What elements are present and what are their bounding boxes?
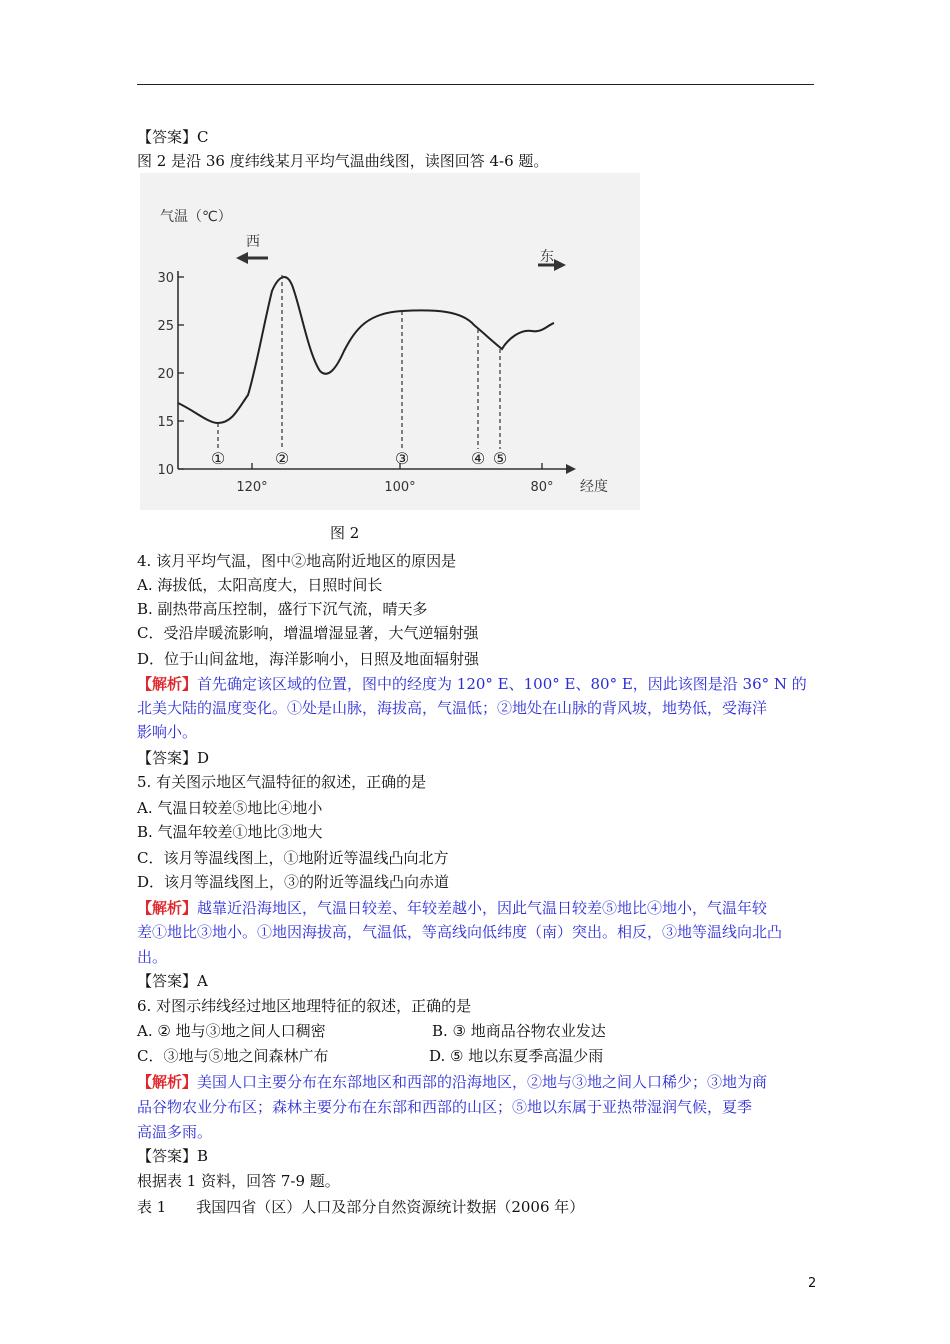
q5-explanation-line1: 【解析】越靠近沿海地区，气温日较差、年较差越小，因此气温日较差⑤地比④地小，气温年较 — [137, 899, 768, 917]
q4-option-d: D．位于山间盆地，海洋影响小，日照及地面辐射强 — [137, 650, 480, 668]
y-tick-label: 30 — [157, 271, 174, 286]
q5-option-c: C．该月等温线图上，①地附近等温线凸向北方 — [137, 849, 449, 867]
west-label: 西 — [246, 234, 260, 250]
q5-option-b: B. 气温年较差①地比③地大 — [137, 823, 323, 841]
q4-option-a: A. 海拔低，太阳高度大，日照时间长 — [137, 576, 383, 594]
marker-label: ② — [274, 449, 290, 468]
x-tick-label: 80° — [530, 480, 554, 495]
x-tick-label: 120° — [236, 480, 268, 495]
q5-explanation-tag: 【解析】 — [137, 899, 198, 917]
table-intro: 根据表 1 资料，回答 7-9 题。 — [137, 1172, 340, 1190]
page-number: 2 — [808, 1276, 817, 1291]
q5-answer: 【答案】A — [137, 972, 208, 990]
y-tick-label: 15 — [157, 415, 174, 430]
q4-explanation-line1: 【解析】首先确定该区域的位置，图中的经度为 120° E、100° E、80° E，因此该图是沿 36° N 的 — [137, 675, 807, 693]
q4-explanation-tag: 【解析】 — [137, 675, 198, 693]
x-tick-label: 100° — [384, 480, 416, 495]
q5-explanation-line2: 差①地比③地小。①地因海拔高，气温低，等高线向低纬度（南）突出。相反，③地等温线向北凸 — [137, 923, 783, 941]
q4-option-b: B. 副热带高压控制，盛行下沉气流，晴天多 — [137, 600, 428, 618]
temperature-figure — [140, 173, 640, 510]
q5-option-a: A. 气温日较差⑤地比④地小 — [137, 799, 323, 817]
y-axis-label: 气温（℃） — [160, 209, 232, 225]
q4-option-c: C．受沿岸暖流影响，增温增湿显著，大气逆辐射强 — [137, 624, 479, 642]
q6-option-a: A. ② 地与③地之间人口稠密 — [137, 1022, 326, 1040]
q6-explanation-tag: 【解析】 — [137, 1073, 198, 1091]
q6-explanation-line1: 【解析】美国人口主要分布在东部地区和西部的沿海地区，②地与③地之间人口稀少；③地为商 — [137, 1073, 768, 1091]
previous-answer: 【答案】C — [137, 128, 209, 146]
q6-option-d: D. ⑤ 地以东夏季高温少雨 — [429, 1047, 604, 1065]
marker-label: ① — [210, 449, 226, 468]
x-axis-label: 经度 — [580, 479, 608, 495]
q4-stem: 4. 该月平均气温，图中②地高附近地区的原因是 — [137, 552, 457, 570]
marker-label: ④ — [470, 449, 486, 468]
q6-answer: 【答案】B — [137, 1147, 209, 1165]
table-title: 表 1 我国四省（区）人口及部分自然资源统计数据（2006 年） — [137, 1198, 585, 1216]
q4-explanation-line2: 北美大陆的温度变化。①处是山脉，海拔高，气温低；②地处在山脉的背风坡，地势低，受海洋 — [137, 699, 768, 717]
q6-option-c: C．③地与⑤地之间森林广布 — [137, 1047, 329, 1065]
temperature-chart — [140, 173, 640, 510]
y-tick-label: 20 — [157, 367, 174, 382]
marker-label: ⑤ — [492, 449, 508, 468]
y-tick-label: 10 — [157, 463, 174, 478]
q6-explanation-line2: 品谷物农业分布区；森林主要分布在东部和西部的山区；⑤地以东属于亚热带湿润气候，夏季 — [137, 1098, 753, 1116]
q6-options-row2 — [137, 1044, 814, 1068]
q5-explanation-line3: 出。 — [137, 948, 168, 966]
marker-label: ③ — [394, 449, 410, 468]
figure-intro: 图 2 是沿 36 度纬线某月平均气温曲线图，读图回答 4-6 题。 — [137, 152, 549, 170]
q4-explanation-line3: 影响小。 — [137, 723, 198, 741]
figure-caption: 图 2 — [330, 524, 360, 542]
q4-answer: 【答案】D — [137, 749, 210, 767]
east-label: 东 — [540, 249, 554, 265]
q5-option-d: D．该月等温线图上，③的附近等温线凸向赤道 — [137, 873, 450, 891]
q6-options-row1 — [137, 1019, 814, 1043]
y-tick-label: 25 — [157, 319, 174, 334]
header-rule — [137, 84, 814, 85]
q6-stem: 6. 对图示纬线经过地区地理特征的叙述，正确的是 — [137, 997, 472, 1015]
q5-stem: 5. 有关图示地区气温特征的叙述，正确的是 — [137, 773, 427, 791]
q6-option-b: B. ③ 地商品谷物农业发达 — [432, 1022, 606, 1040]
q6-explanation-line3: 高温多雨。 — [137, 1123, 213, 1141]
